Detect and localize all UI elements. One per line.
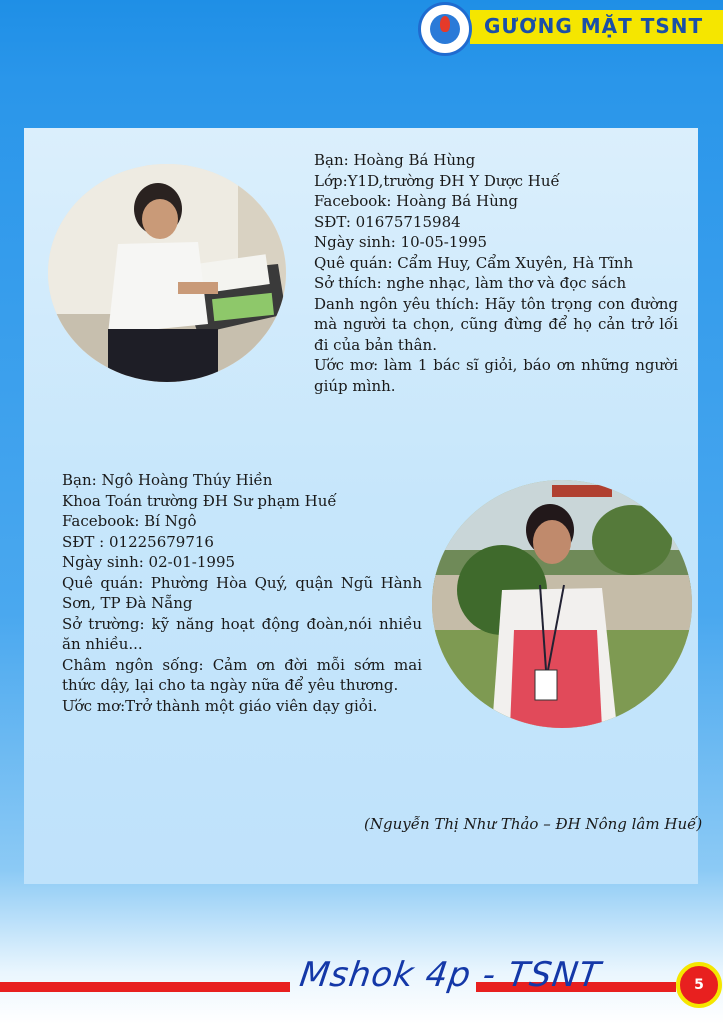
profile-2-line: Châm ngôn sống: Cảm ơn đời mỗi sớm mai thức dậy, lại cho ta ngày nữa để yêu thương.	[62, 655, 422, 694]
author-credit: (Nguyễn Thị Như Thảo – ĐH Nông lâm Huế)	[364, 815, 703, 833]
profile-1-line: Ước mơ: làm 1 bác sĩ giỏi, báo ơn những người giúp mình.	[314, 356, 678, 395]
profile-1-line: Bạn: Hoàng Bá Hùng	[314, 151, 476, 169]
footer-divider-left	[0, 982, 290, 992]
profile-1-line: Quê quán: Cẩm Huy, Cẩm Xuyên, Hà Tĩnh	[314, 253, 634, 272]
profile-photo-2	[432, 480, 692, 728]
profile-2-line: Ngày sinh: 02-01-1995	[62, 553, 236, 571]
profile-2-line: Facebook: Bí Ngô	[62, 512, 197, 530]
profile-2-line: Ước mơ:Trở thành một giáo viên dạy giỏi.	[62, 696, 378, 715]
profile-2-line: Sở trường: kỹ năng hoạt động đoàn,nói nhiều ăn nhiều...	[62, 614, 422, 653]
tsnt-logo	[418, 2, 472, 56]
page-number-badge: 5	[676, 962, 722, 1008]
profile-1-line: SĐT: 01675715984	[314, 212, 461, 231]
profile-1-line: Ngày sinh: 10-05-1995	[314, 233, 488, 251]
profile-text-2	[62, 470, 422, 716]
profile-1-line: Sở thích: nghe nhạc, làm thơ và đọc sách	[314, 274, 627, 292]
profile-1-line: Lớp:Y1D,trường ĐH Y Dược Huế	[314, 171, 560, 190]
page-title: GƯƠNG MẶT TSNT	[484, 14, 704, 38]
profile-photo-1	[48, 164, 286, 382]
profile-2-line: Khoa Toán trường ĐH Sư phạm Huế	[62, 491, 337, 510]
flame-icon	[430, 14, 460, 44]
profile-1-line: Danh ngôn yêu thích: Hãy tôn trọng con đường mà người ta chọn, cũng đừng để họ cản trở lối đi của bản thân.	[314, 294, 678, 354]
profile-2-line: Quê quán: Phường Hòa Quý, quận Ngũ Hành Sơn, TP Đà Nẵng	[62, 573, 422, 612]
profile-1-line: Facebook: Hoàng Bá Hùng	[314, 192, 519, 210]
profile-text-1	[314, 150, 678, 396]
footer-signature: Mshok 4p - TSNT	[297, 955, 604, 995]
profile-2-line: SĐT : 01225679716	[62, 532, 214, 551]
profile-2-line: Bạn: Ngô Hoàng Thúy Hiền	[62, 471, 273, 489]
